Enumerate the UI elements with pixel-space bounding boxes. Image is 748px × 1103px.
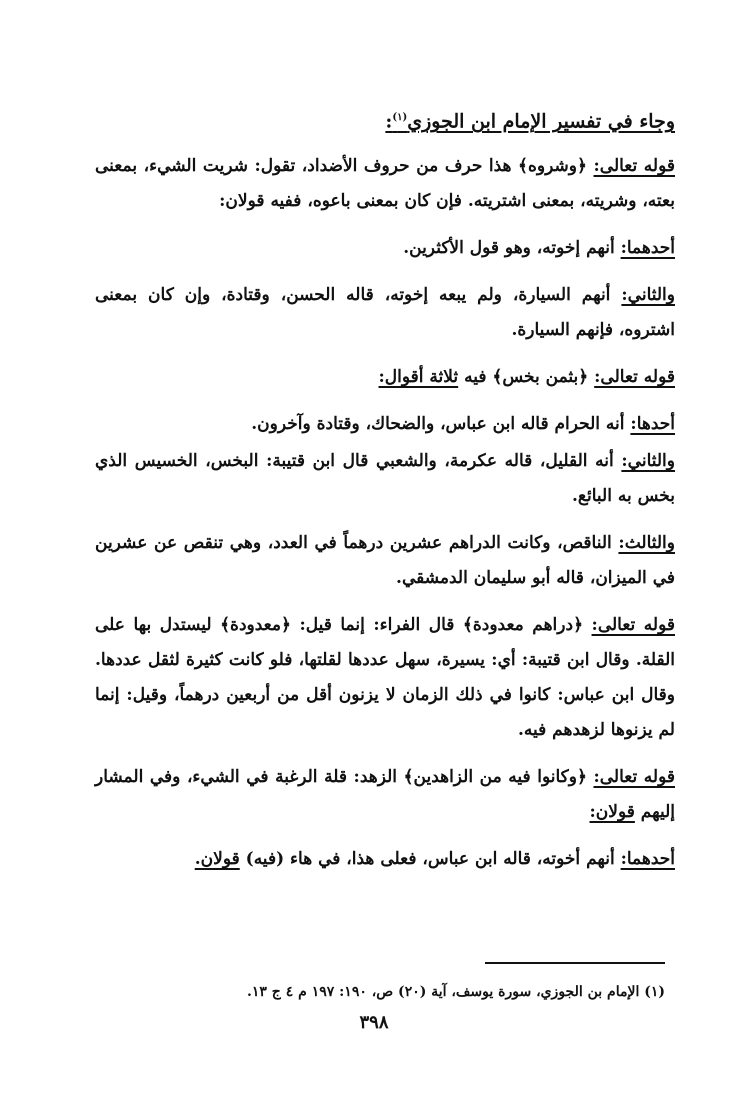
paragraph-text: أنه الحرام قاله ابن عباس، والضحاك، وقتادة وآخرون. — [251, 414, 631, 435]
section-heading — [95, 100, 675, 139]
paragraph-3 — [95, 278, 675, 348]
paragraph-text: الناقص، وكانت الدراهم عشرين درهماً في العدد، وهي تنقص عن عشرين في الميزان، قاله أبو سليمان الدمشقي. — [95, 533, 675, 589]
paragraph-text: أنهم أخوته، قاله ابن عباس، فعلى هذا، في هاء (فيه) — [239, 849, 621, 870]
paragraph-label: قوله تعالى: — [593, 767, 675, 788]
paragraph-label: أحدهما: — [620, 849, 675, 870]
paragraph-label: والثاني: — [621, 285, 675, 306]
paragraph-label: أحدها: — [630, 414, 675, 435]
paragraph-text: أنهم إخوته، وهو قول الأكثرين. — [403, 238, 621, 259]
main-text — [95, 100, 675, 889]
paragraph-6 — [95, 444, 675, 514]
heading-text: وجاء في تفسير الإمام ابن الجوزي — [407, 110, 675, 133]
paragraph-9 — [95, 760, 675, 830]
paragraph-text: ﴿بثمن بخس﴾ فيه — [458, 367, 595, 388]
footnote-separator — [485, 962, 665, 964]
paragraph-8 — [95, 608, 675, 748]
paragraph-label: أحدهما: — [620, 238, 675, 259]
footnote: (١) الإمام بن الجوزي، سورة يوسف، آية (٢٠) ص، ١٩٠: ١٩٧ م ٤ ج ١٣. — [247, 984, 665, 1000]
heading-colon: : — [385, 110, 393, 133]
paragraph-text: ﴿وشروه﴾ هذا حرف من حروف الأضداد، تقول: شريت الشيء، بمعنى بعته، وشريته، بمعنى اشتريته. فإن كان بمعنى باعوه، ففيه قولان: — [95, 156, 675, 212]
paragraph-7 — [95, 526, 675, 596]
footnote-marker: (١) — [392, 112, 408, 123]
paragraph-2 — [95, 231, 675, 266]
paragraph-label-secondary: ثلاثة أقوال: — [378, 367, 459, 388]
paragraph-label: والثاني: — [621, 451, 675, 472]
page-number: ٣٩٨ — [359, 1012, 389, 1033]
paragraph-label: والثالث: — [618, 533, 675, 554]
paragraph-label-secondary: قولان: — [589, 802, 635, 823]
paragraph-label-secondary: قولان. — [194, 849, 240, 870]
paragraph-text: ﴿دراهم معدودة﴾ قال الفراء: إنما قيل: ﴿معدودة﴾ ليستدل بها على القلة. وقال ابن قتيبة: أي: يسيرة، سهل عددها لقلتها، فلو كانت كثيرة لثقل عددها. وقال ابن عباس: كانوا في ذلك الزمان لا يزنون أقل من أربعين درهماً، وقيل: إنما لم يزنوها لزهدهم فيه. — [95, 615, 675, 741]
paragraph-text: أنه القليل، قاله عكرمة، والشعبي قال ابن قتيبة: البخس، الخسيس الذي بخس به البائع. — [95, 451, 675, 507]
paragraph-4 — [95, 360, 675, 395]
paragraph-text: أنهم السيارة، ولم يبعه إخوته، قاله الحسن، وقتادة، وإن كان بمعنى اشتروه، فإنهم السيارة. — [95, 285, 675, 341]
paragraph-label: قوله تعالى: — [594, 367, 675, 388]
paragraph-label: قوله تعالى: — [591, 615, 675, 636]
paragraph-10 — [95, 842, 675, 877]
paragraph-text: ﴿وكانوا فيه من الزاهدين﴾ الزهد: قلة الرغبة في الشيء، وفي المشار إليهم — [95, 767, 675, 823]
paragraph-1 — [95, 149, 675, 219]
paragraph-5 — [95, 407, 675, 442]
paragraph-label: قوله تعالى: — [593, 156, 675, 177]
